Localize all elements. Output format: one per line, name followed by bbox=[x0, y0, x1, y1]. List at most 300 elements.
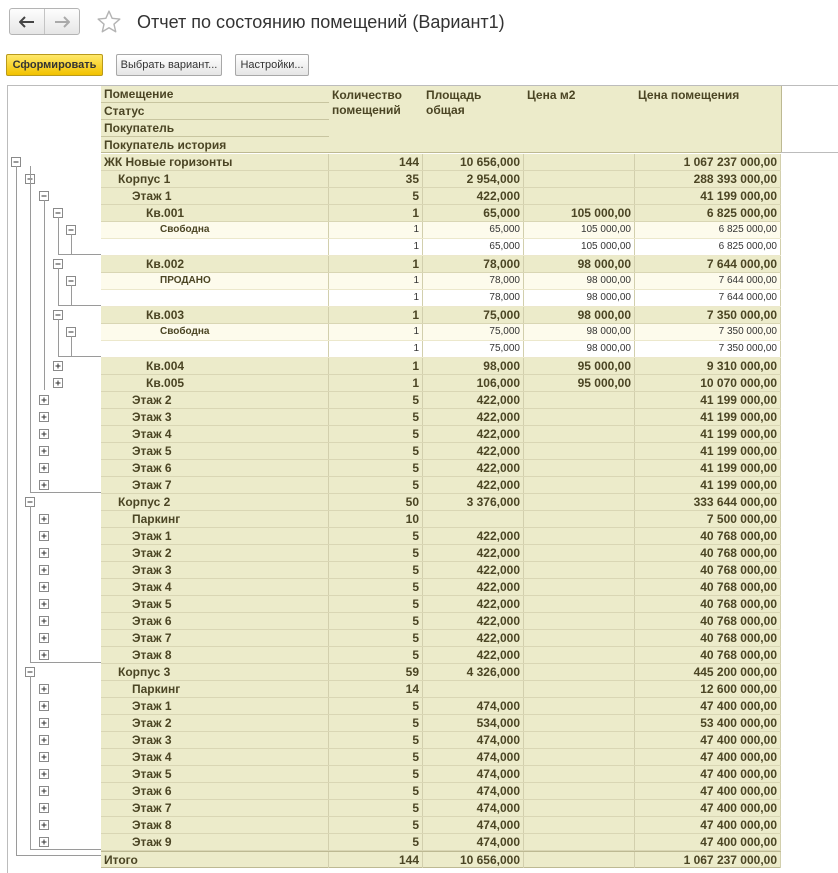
row-area: 474,000 bbox=[423, 732, 524, 748]
row-area: 65,000 bbox=[423, 239, 524, 255]
row-area: 3 376,000 bbox=[423, 494, 524, 510]
row-name: Этаж 1 bbox=[101, 188, 329, 204]
row-name bbox=[101, 290, 329, 306]
table-row[interactable] bbox=[101, 205, 781, 222]
row-name: Этаж 7 bbox=[101, 800, 329, 816]
row-area: 422,000 bbox=[423, 613, 524, 629]
row-name: Кв.005 bbox=[101, 375, 329, 391]
row-price-total: 7 644 000,00 bbox=[635, 273, 781, 289]
row-price-total: 41 199 000,00 bbox=[635, 409, 781, 425]
row-price-m2 bbox=[524, 681, 635, 697]
row-count: 5 bbox=[329, 460, 423, 476]
table-row[interactable] bbox=[101, 324, 781, 341]
row-count: 5 bbox=[329, 800, 423, 816]
row-name: Этаж 1 bbox=[101, 698, 329, 714]
select-variant-button[interactable]: Выбрать вариант... bbox=[116, 54, 222, 76]
row-name: Этаж 5 bbox=[101, 596, 329, 612]
row-name: Этаж 6 bbox=[101, 613, 329, 629]
header-room: Помещение bbox=[101, 86, 329, 103]
row-name: Этаж 2 bbox=[101, 392, 329, 408]
row-count: 5 bbox=[329, 545, 423, 561]
row-area: 422,000 bbox=[423, 443, 524, 459]
row-name: Этаж 6 bbox=[101, 783, 329, 799]
table-row[interactable] bbox=[101, 834, 781, 851]
row-name: Этаж 8 bbox=[101, 817, 329, 833]
row-price-total: 7 644 000,00 bbox=[635, 256, 781, 272]
row-price-m2 bbox=[524, 630, 635, 646]
expand-icon[interactable] bbox=[40, 532, 49, 541]
total-label: Итого bbox=[101, 852, 329, 868]
row-price-m2 bbox=[524, 409, 635, 425]
row-area: 474,000 bbox=[423, 817, 524, 833]
expand-icon[interactable] bbox=[40, 464, 49, 473]
row-name: Кв.001 bbox=[101, 205, 329, 221]
table-row[interactable] bbox=[101, 715, 781, 732]
row-name: Свободна bbox=[101, 324, 329, 340]
generate-button[interactable]: Сформировать bbox=[6, 54, 103, 76]
row-area: 422,000 bbox=[423, 188, 524, 204]
row-area: 78,000 bbox=[423, 290, 524, 306]
row-name: Этаж 8 bbox=[101, 647, 329, 663]
row-count: 144 bbox=[329, 154, 423, 170]
row-count: 5 bbox=[329, 834, 423, 850]
row-area: 75,000 bbox=[423, 307, 524, 323]
row-count: 1 bbox=[329, 290, 423, 306]
row-price-m2 bbox=[524, 188, 635, 204]
row-area: 75,000 bbox=[423, 341, 524, 357]
row-price-m2: 98 000,00 bbox=[524, 341, 635, 357]
row-price-m2: 95 000,00 bbox=[524, 358, 635, 374]
row-area: 2 954,000 bbox=[423, 171, 524, 187]
star-outline-icon[interactable] bbox=[96, 9, 122, 35]
table-row[interactable] bbox=[101, 443, 781, 460]
expand-icon[interactable] bbox=[40, 617, 49, 626]
table-row[interactable] bbox=[101, 154, 781, 171]
row-area: 10 656,000 bbox=[423, 154, 524, 170]
row-name: Этаж 3 bbox=[101, 562, 329, 578]
row-area: 422,000 bbox=[423, 477, 524, 493]
row-count: 35 bbox=[329, 171, 423, 187]
row-count: 5 bbox=[329, 613, 423, 629]
table-row[interactable] bbox=[101, 698, 781, 715]
table-row[interactable] bbox=[101, 664, 781, 681]
row-name: Кв.004 bbox=[101, 358, 329, 374]
row-area bbox=[423, 681, 524, 697]
table-row[interactable] bbox=[101, 239, 781, 256]
table-row[interactable] bbox=[101, 647, 781, 664]
row-count: 5 bbox=[329, 749, 423, 765]
collapse-icon[interactable] bbox=[26, 498, 35, 507]
row-price-m2 bbox=[524, 834, 635, 850]
collapse-icon[interactable] bbox=[54, 260, 63, 269]
row-price-m2 bbox=[524, 579, 635, 595]
row-name: ЖК Новые горизонты bbox=[101, 154, 329, 170]
row-count: 5 bbox=[329, 562, 423, 578]
row-price-m2: 105 000,00 bbox=[524, 239, 635, 255]
row-price-total: 47 400 000,00 bbox=[635, 732, 781, 748]
row-count: 5 bbox=[329, 630, 423, 646]
page-title: Отчет по состоянию помещений (Вариант1) bbox=[137, 12, 505, 32]
expand-icon[interactable] bbox=[40, 804, 49, 813]
row-price-total: 7 350 000,00 bbox=[635, 341, 781, 357]
row-price-total: 9 310 000,00 bbox=[635, 358, 781, 374]
table-row[interactable] bbox=[101, 579, 781, 596]
header-divider bbox=[781, 152, 838, 153]
table-row[interactable] bbox=[101, 426, 781, 443]
row-price-total: 6 825 000,00 bbox=[635, 222, 781, 238]
row-price-m2 bbox=[524, 749, 635, 765]
row-area: 422,000 bbox=[423, 409, 524, 425]
table-row[interactable] bbox=[101, 511, 781, 528]
table-row[interactable] bbox=[101, 596, 781, 613]
back-button[interactable] bbox=[10, 9, 44, 34]
row-price-m2 bbox=[524, 613, 635, 629]
row-price-total: 40 768 000,00 bbox=[635, 596, 781, 612]
row-count: 5 bbox=[329, 783, 423, 799]
expand-icon[interactable] bbox=[40, 838, 49, 847]
row-count: 5 bbox=[329, 409, 423, 425]
expand-icon[interactable] bbox=[40, 566, 49, 575]
table-row[interactable] bbox=[101, 613, 781, 630]
row-count: 5 bbox=[329, 188, 423, 204]
table-row[interactable] bbox=[101, 732, 781, 749]
row-count: 5 bbox=[329, 766, 423, 782]
row-count: 50 bbox=[329, 494, 423, 510]
row-name: Паркинг bbox=[101, 681, 329, 697]
row-price-total: 7 350 000,00 bbox=[635, 324, 781, 340]
row-count: 1 bbox=[329, 256, 423, 272]
row-area bbox=[423, 511, 524, 527]
row-name: Этаж 2 bbox=[101, 715, 329, 731]
expand-icon[interactable] bbox=[40, 447, 49, 456]
row-name: Этаж 2 bbox=[101, 545, 329, 561]
row-name: Корпус 3 bbox=[101, 664, 329, 680]
row-name: Этаж 3 bbox=[101, 732, 329, 748]
row-price-m2 bbox=[524, 766, 635, 782]
row-price-total: 40 768 000,00 bbox=[635, 545, 781, 561]
total-price-m2 bbox=[524, 852, 635, 868]
row-price-total: 12 600 000,00 bbox=[635, 681, 781, 697]
row-count: 10 bbox=[329, 511, 423, 527]
row-price-total: 41 199 000,00 bbox=[635, 460, 781, 476]
table-row[interactable] bbox=[101, 630, 781, 647]
row-area: 534,000 bbox=[423, 715, 524, 731]
expand-icon[interactable] bbox=[40, 515, 49, 524]
header-status: Статус bbox=[101, 103, 329, 120]
table-row[interactable] bbox=[101, 409, 781, 426]
row-area: 474,000 bbox=[423, 766, 524, 782]
report-table[interactable] bbox=[7, 85, 838, 873]
row-name: Этаж 4 bbox=[101, 749, 329, 765]
row-price-m2 bbox=[524, 596, 635, 612]
row-count: 5 bbox=[329, 596, 423, 612]
table-row[interactable] bbox=[101, 358, 781, 375]
row-price-total: 41 199 000,00 bbox=[635, 426, 781, 442]
header-buyer-history: Покупатель история bbox=[104, 138, 227, 152]
expand-icon[interactable] bbox=[40, 753, 49, 762]
expand-icon[interactable] bbox=[54, 379, 63, 388]
row-count: 5 bbox=[329, 647, 423, 663]
row-name bbox=[101, 239, 329, 255]
row-price-total: 6 825 000,00 bbox=[635, 205, 781, 221]
row-price-total: 7 644 000,00 bbox=[635, 290, 781, 306]
row-price-m2 bbox=[524, 647, 635, 663]
row-count: 1 bbox=[329, 375, 423, 391]
row-name: Этаж 4 bbox=[101, 426, 329, 442]
row-price-m2: 98 000,00 bbox=[524, 273, 635, 289]
row-price-m2: 105 000,00 bbox=[524, 205, 635, 221]
row-name: Этаж 3 bbox=[101, 409, 329, 425]
command-bar bbox=[0, 54, 838, 76]
row-count: 5 bbox=[329, 426, 423, 442]
row-price-total: 53 400 000,00 bbox=[635, 715, 781, 731]
row-price-total: 40 768 000,00 bbox=[635, 528, 781, 544]
expand-icon[interactable] bbox=[54, 362, 63, 371]
expand-icon[interactable] bbox=[40, 736, 49, 745]
row-price-total: 40 768 000,00 bbox=[635, 647, 781, 663]
expand-icon[interactable] bbox=[40, 821, 49, 830]
collapse-icon[interactable] bbox=[67, 328, 76, 337]
row-count: 5 bbox=[329, 698, 423, 714]
expand-icon[interactable] bbox=[40, 583, 49, 592]
row-price-m2 bbox=[524, 154, 635, 170]
row-area: 422,000 bbox=[423, 647, 524, 663]
row-count: 1 bbox=[329, 324, 423, 340]
row-name: Этаж 5 bbox=[101, 766, 329, 782]
row-price-m2 bbox=[524, 443, 635, 459]
collapse-icon[interactable] bbox=[40, 192, 49, 201]
row-area: 78,000 bbox=[423, 273, 524, 289]
row-price-m2 bbox=[524, 715, 635, 731]
total-price: 1 067 237 000,00 bbox=[635, 852, 781, 868]
row-count: 1 bbox=[329, 205, 423, 221]
expand-icon[interactable] bbox=[40, 430, 49, 439]
row-count: 59 bbox=[329, 664, 423, 680]
row-price-m2: 98 000,00 bbox=[524, 307, 635, 323]
expand-icon[interactable] bbox=[40, 481, 49, 490]
row-price-total: 288 393 000,00 bbox=[635, 171, 781, 187]
row-price-m2 bbox=[524, 460, 635, 476]
settings-button[interactable]: Настройки... bbox=[235, 54, 309, 76]
row-price-m2 bbox=[524, 545, 635, 561]
row-name: Этаж 7 bbox=[101, 477, 329, 493]
expand-icon[interactable] bbox=[40, 600, 49, 609]
table-row[interactable] bbox=[101, 766, 781, 783]
row-count: 1 bbox=[329, 239, 423, 255]
row-price-total: 7 350 000,00 bbox=[635, 307, 781, 323]
row-price-total: 1 067 237 000,00 bbox=[635, 154, 781, 170]
row-price-m2 bbox=[524, 562, 635, 578]
row-price-m2 bbox=[524, 494, 635, 510]
row-count: 5 bbox=[329, 732, 423, 748]
table-row[interactable] bbox=[101, 477, 781, 494]
row-count: 5 bbox=[329, 817, 423, 833]
row-price-m2 bbox=[524, 171, 635, 187]
row-price-total: 41 199 000,00 bbox=[635, 443, 781, 459]
row-price-total: 40 768 000,00 bbox=[635, 562, 781, 578]
table-row[interactable] bbox=[101, 545, 781, 562]
collapse-icon[interactable] bbox=[54, 311, 63, 320]
row-area: 422,000 bbox=[423, 579, 524, 595]
row-price-m2 bbox=[524, 800, 635, 816]
row-area: 422,000 bbox=[423, 460, 524, 476]
row-price-m2: 98 000,00 bbox=[524, 256, 635, 272]
row-price-total: 40 768 000,00 bbox=[635, 613, 781, 629]
row-price-total: 40 768 000,00 bbox=[635, 630, 781, 646]
grouping-tree-area bbox=[8, 86, 101, 873]
row-count: 5 bbox=[329, 392, 423, 408]
row-area: 78,000 bbox=[423, 256, 524, 272]
expand-icon[interactable] bbox=[40, 770, 49, 779]
row-area: 98,000 bbox=[423, 358, 524, 374]
row-count: 5 bbox=[329, 579, 423, 595]
collapse-icon[interactable] bbox=[26, 668, 35, 677]
row-price-m2 bbox=[524, 817, 635, 833]
table-row[interactable] bbox=[101, 341, 781, 358]
table-row[interactable] bbox=[101, 460, 781, 477]
row-area: 65,000 bbox=[423, 205, 524, 221]
table-row[interactable] bbox=[101, 256, 781, 273]
row-area: 422,000 bbox=[423, 630, 524, 646]
row-price-m2 bbox=[524, 426, 635, 442]
row-area: 65,000 bbox=[423, 222, 524, 238]
row-price-total: 41 199 000,00 bbox=[635, 188, 781, 204]
table-row[interactable] bbox=[101, 817, 781, 834]
row-price-m2 bbox=[524, 477, 635, 493]
total-count: 144 bbox=[329, 852, 423, 868]
navigation-buttons bbox=[9, 8, 80, 35]
row-price-m2 bbox=[524, 528, 635, 544]
row-area: 474,000 bbox=[423, 800, 524, 816]
table-row[interactable] bbox=[101, 375, 781, 392]
row-area: 75,000 bbox=[423, 324, 524, 340]
row-price-m2: 105 000,00 bbox=[524, 222, 635, 238]
row-price-total: 47 400 000,00 bbox=[635, 749, 781, 765]
row-area: 106,000 bbox=[423, 375, 524, 391]
row-count: 5 bbox=[329, 715, 423, 731]
row-price-total: 333 644 000,00 bbox=[635, 494, 781, 510]
row-name: Этаж 9 bbox=[101, 834, 329, 850]
expand-icon[interactable] bbox=[40, 549, 49, 558]
table-row[interactable] bbox=[101, 273, 781, 290]
row-count: 1 bbox=[329, 273, 423, 289]
row-count: 14 bbox=[329, 681, 423, 697]
row-area: 474,000 bbox=[423, 834, 524, 850]
table-row[interactable] bbox=[101, 681, 781, 698]
table-row[interactable] bbox=[101, 562, 781, 579]
row-price-total: 47 400 000,00 bbox=[635, 834, 781, 850]
row-area: 474,000 bbox=[423, 698, 524, 714]
row-price-total: 47 400 000,00 bbox=[635, 817, 781, 833]
row-price-total: 47 400 000,00 bbox=[635, 783, 781, 799]
row-name: Этаж 5 bbox=[101, 443, 329, 459]
table-row[interactable] bbox=[101, 749, 781, 766]
row-price-m2 bbox=[524, 664, 635, 680]
row-area: 4 326,000 bbox=[423, 664, 524, 680]
row-name: ПРОДАНО bbox=[101, 273, 329, 289]
row-price-total: 6 825 000,00 bbox=[635, 239, 781, 255]
row-area: 422,000 bbox=[423, 426, 524, 442]
collapse-icon[interactable] bbox=[54, 209, 63, 218]
row-name: Паркинг bbox=[101, 511, 329, 527]
row-name: Этаж 1 bbox=[101, 528, 329, 544]
expand-icon[interactable] bbox=[40, 787, 49, 796]
row-name: Этаж 6 bbox=[101, 460, 329, 476]
row-count: 5 bbox=[329, 443, 423, 459]
row-price-m2 bbox=[524, 392, 635, 408]
expand-icon[interactable] bbox=[40, 685, 49, 694]
row-count: 5 bbox=[329, 528, 423, 544]
header-price-total: Цена помещения bbox=[635, 86, 782, 153]
header-count: Количество помещений bbox=[329, 86, 424, 153]
table-row[interactable] bbox=[101, 800, 781, 817]
row-count: 1 bbox=[329, 222, 423, 238]
row-count: 1 bbox=[329, 358, 423, 374]
table-row[interactable] bbox=[101, 783, 781, 800]
row-price-total: 47 400 000,00 bbox=[635, 766, 781, 782]
row-area: 474,000 bbox=[423, 783, 524, 799]
row-name: Этаж 4 bbox=[101, 579, 329, 595]
table-row[interactable] bbox=[101, 171, 781, 188]
row-price-total: 47 400 000,00 bbox=[635, 698, 781, 714]
row-price-total: 10 070 000,00 bbox=[635, 375, 781, 391]
row-area: 422,000 bbox=[423, 392, 524, 408]
row-price-m2: 98 000,00 bbox=[524, 290, 635, 306]
expand-icon[interactable] bbox=[40, 413, 49, 422]
row-name bbox=[101, 341, 329, 357]
row-area: 422,000 bbox=[423, 528, 524, 544]
table-row[interactable] bbox=[101, 188, 781, 205]
arrow-right-icon bbox=[54, 16, 70, 28]
row-area: 474,000 bbox=[423, 749, 524, 765]
arrow-left-icon bbox=[19, 16, 35, 28]
collapse-icon[interactable] bbox=[67, 277, 76, 286]
table-row[interactable] bbox=[101, 290, 781, 307]
header-buyer: Покупатель bbox=[101, 120, 329, 137]
forward-button[interactable] bbox=[44, 9, 79, 34]
total-row bbox=[101, 851, 781, 868]
table-row[interactable] bbox=[101, 494, 781, 511]
row-name: Кв.003 bbox=[101, 307, 329, 323]
row-area: 422,000 bbox=[423, 545, 524, 561]
table-row[interactable] bbox=[101, 307, 781, 324]
expand-icon[interactable] bbox=[40, 702, 49, 711]
row-area: 422,000 bbox=[423, 596, 524, 612]
row-price-m2 bbox=[524, 511, 635, 527]
row-price-total: 41 199 000,00 bbox=[635, 477, 781, 493]
collapse-icon[interactable] bbox=[12, 158, 21, 167]
row-name: Корпус 1 bbox=[101, 171, 329, 187]
expand-icon[interactable] bbox=[40, 651, 49, 660]
row-price-m2 bbox=[524, 783, 635, 799]
table-row[interactable] bbox=[101, 222, 781, 239]
row-price-total: 445 200 000,00 bbox=[635, 664, 781, 680]
row-price-total: 40 768 000,00 bbox=[635, 579, 781, 595]
row-count: 5 bbox=[329, 477, 423, 493]
row-price-m2: 95 000,00 bbox=[524, 375, 635, 391]
header-area: Площадь общая bbox=[423, 86, 525, 153]
expand-icon[interactable] bbox=[40, 634, 49, 643]
table-row[interactable] bbox=[101, 528, 781, 545]
grouping-tree bbox=[8, 86, 101, 873]
collapse-icon[interactable] bbox=[67, 226, 76, 235]
header-price-m2: Цена м2 bbox=[524, 86, 636, 153]
table-row[interactable] bbox=[101, 392, 781, 409]
row-name: Кв.002 bbox=[101, 256, 329, 272]
row-name: Корпус 2 bbox=[101, 494, 329, 510]
expand-icon[interactable] bbox=[40, 719, 49, 728]
expand-icon[interactable] bbox=[40, 396, 49, 405]
